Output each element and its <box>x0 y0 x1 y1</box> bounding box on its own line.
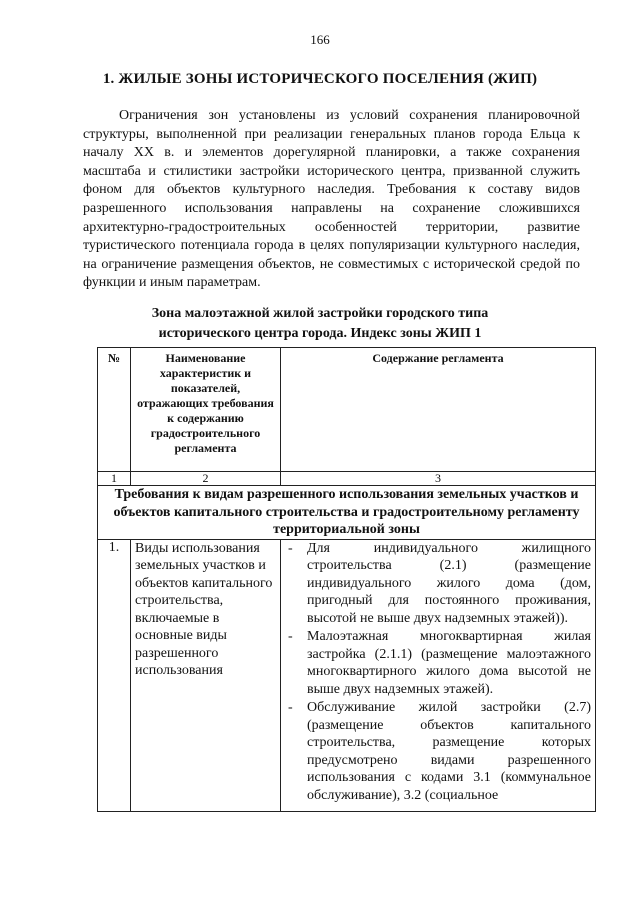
row-content <box>281 539 596 811</box>
list-item: - Обслуживание жилой застройки (2.7) (размещение объектов капитального строительства, размещение которых предусмотрено видами разрешенного использования с кодами 3.1 (коммунальное обслуживание), 3.2 (социальное <box>285 699 591 804</box>
table-header-row <box>98 348 596 472</box>
col-header-content: Содержание регламента <box>281 348 596 472</box>
table-row <box>98 539 596 811</box>
list-item: - Для индивидуального жилищного строительства (2.1) (размещение индивидуального жилого дома (дом, пригодный для постоянного проживания, высотой не выше двух надземных этажей)). <box>285 540 591 628</box>
row-number: 1. <box>98 539 131 811</box>
col-number-1: 1 <box>98 472 131 486</box>
row-characteristic-name: Виды использования земельных участков и объектов капитального строительства, включаемые в основные виды разрешенного использования <box>131 539 281 811</box>
col-header-name: Наименование характеристик и показателей, отражающих требования к содержанию градостроительного регламента <box>131 348 281 472</box>
col-number-2: 2 <box>131 472 281 486</box>
zone-title <box>90 304 550 344</box>
section-title: Требования к видам разрешенного использования земельных участков и объектов капитального строительства и градостроительному регламенту территориальной зоны <box>98 486 596 540</box>
column-number-row <box>98 472 596 486</box>
zone-title-line-1: Зона малоэтажной жилой застройки городского типа <box>151 306 489 321</box>
requirements-list <box>285 540 591 805</box>
col-number-3: 3 <box>281 472 596 486</box>
page-number: 166 <box>310 32 330 47</box>
list-item: - Малоэтажная многоквартирная жилая застройка (2.1.1) (размещение малоэтажного многоквартирного жилого дома высотой не выше двух надземных этажей). <box>285 628 591 698</box>
intro-paragraph: Ограничения зон установлены из условий сохранения планировочной структуры, выполненной при реализации генеральных планов города Ельца к началу XX в. и элементов дорегулярной планировки, а также сохранения масштаба и стилистики застройки исторического центра, призванной служить фоном для объектов культурного наследия. Требования к составу видов разрешенного использования направлены на сохранение сложившихся архитектурно-градостроительных особенностей территории, развитие туристического потенциала города в целях популяризации культурного наследия, на ограничение размещения объектов, не совместимых с исторической средой по функции и иным параметрам. <box>83 108 580 291</box>
zone-title-line-2: исторического центра города. Индекс зоны ЖИП 1 <box>158 326 482 341</box>
col-header-number: № <box>98 348 131 472</box>
section-title-row <box>98 486 596 540</box>
regulation-table <box>97 347 596 812</box>
section-heading: 1. ЖИЛЫЕ ЗОНЫ ИСТОРИЧЕСКОГО ПОСЕЛЕНИЯ (ЖИП) <box>102 71 538 87</box>
